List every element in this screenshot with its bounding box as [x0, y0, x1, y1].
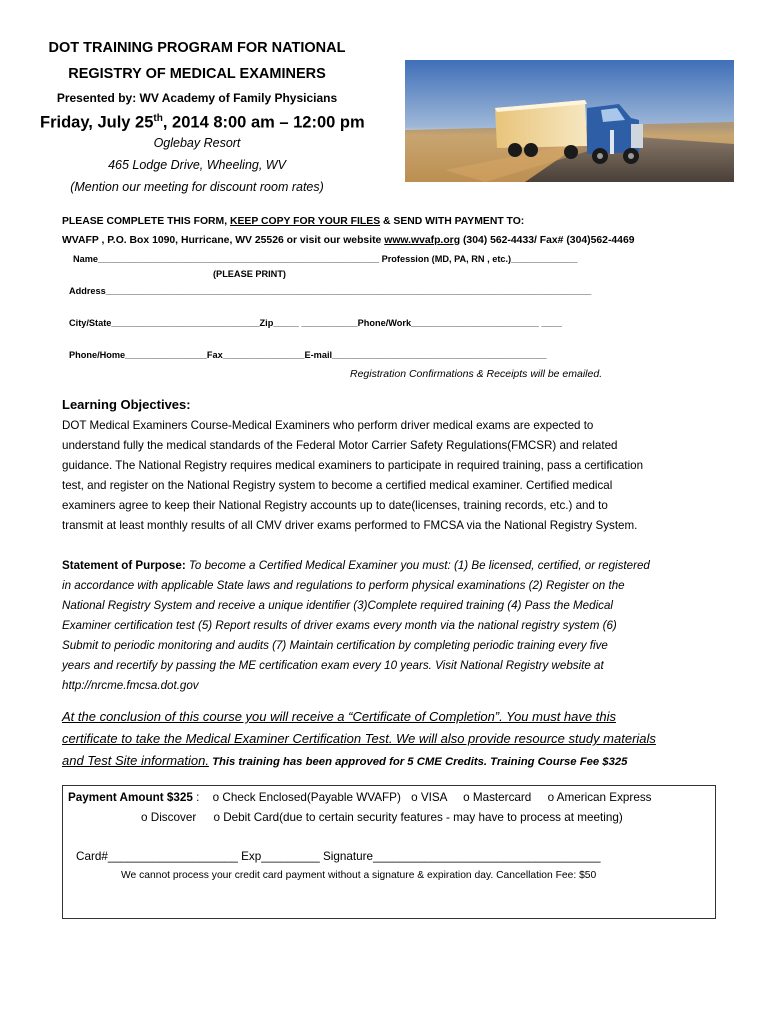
payment-colon: : [192, 791, 200, 804]
please-print-note: (PLEASE PRINT) [213, 269, 286, 279]
purpose-line: Submit to periodic monitoring and audits (7) Maintain certification by completing periodic training every five [62, 639, 608, 652]
objectives-line: transmit at least monthly results of all CMV driver exams performed to FMCSA via the National Registry System. [62, 519, 638, 532]
event-date-sup: th [153, 113, 163, 124]
debit-option[interactable]: o Debit Card(due to certain security features - may have to process at meeting) [213, 811, 623, 824]
purpose-first-line: To become a Certified Medical Examiner you must: (1) Be licensed, certified, or registered [185, 559, 650, 572]
objectives-line: test, and register on the National Registry system to become a certified medical examiner. Certified medical [62, 479, 613, 492]
name-profession-field[interactable]: Name_______________________________________________________ Profession (MD, PA, RN , etc.)_____________ [73, 254, 578, 264]
conclusion-line-3 [62, 752, 627, 770]
conclusion-line-1: At the conclusion of this course you will receive a “Certificate of Completion”. You must have this [62, 709, 616, 724]
room-rate-note: (Mention our meeting for discount room rates) [70, 180, 324, 194]
purpose-line: in accordance with applicable State laws and regulations to perform physical examinations (2) Register on the [62, 579, 625, 592]
objectives-line: guidance. The National Registry requires medical examiners to participate in required training, pass a certification [62, 459, 644, 472]
discover-option[interactable]: o Discover [141, 811, 197, 824]
city-zip-phone-work-field[interactable]: City/State_____________________________Zip_____ ___________Phone/Work_________________________ ____ [69, 318, 562, 328]
form-instruction [62, 216, 524, 227]
phone-fax: (304) 562-4433/ Fax# (304)562-4469 [460, 235, 635, 246]
amex-option[interactable]: o American Express [547, 791, 652, 804]
test-site-info: and Test Site information. [62, 753, 209, 768]
amex-option-label: American Express [556, 791, 652, 804]
venue-address: 465 Lodge Drive, Wheeling, WV [108, 158, 286, 172]
debit-option-label: Debit Card(due to certain security features - may have to process at meeting) [223, 811, 623, 824]
address-field[interactable]: Address_______________________________________________________________________________________________ [69, 286, 592, 296]
purpose-text [62, 556, 722, 696]
mastercard-option-label: Mastercard [472, 791, 532, 804]
purpose-line: Examiner certification test (5) Report results of driver exams every month via the national registry system (6) [62, 619, 617, 632]
event-date [40, 113, 365, 133]
mailing-info [62, 235, 635, 246]
conclusion-line-2: certificate to take the Medical Examiner Certification Test. We will also provide resource study materials [62, 731, 656, 746]
purpose-line: National Registry System and receive a unique identifier (3)Complete required training (4) Pass the Medical [62, 599, 613, 612]
presented-by: Presented by: WV Academy of Family Physicians [56, 91, 338, 105]
instruction-keep-copy: KEEP COPY FOR YOUR FILES [230, 216, 381, 227]
purpose-label: Statement of Purpose: [62, 559, 186, 572]
payment-amount-label: Payment Amount $325 [68, 791, 193, 804]
payment-box [62, 785, 716, 919]
objectives-text [62, 416, 722, 536]
objectives-line: DOT Medical Examiners Course-Medical Examiners who perform driver medical exams are expected to [62, 419, 594, 432]
objectives-line: understand fully the medical standards of the Federal Motor Carrier Safety Regulations(FMCSR) and related [62, 439, 618, 452]
confirmation-note: Registration Confirmations & Receipts will be emailed. [350, 368, 603, 380]
fee-info: This training has been approved for 5 CME Credits. Training Course Fee $325 [208, 756, 628, 768]
card-exp-signature-field[interactable]: Card#____________________ Exp_________ Signature___________________________________ [76, 850, 601, 863]
registry-url[interactable]: http://nrcme.fmcsa.dot.gov [62, 679, 199, 692]
truck-photo [405, 60, 734, 182]
objectives-line: examiners agree to keep their National Registry accounts up to date(licenses, training records, etc.) and to [62, 499, 608, 512]
title-line-1: DOT TRAINING PROGRAM FOR NATIONAL [48, 40, 346, 56]
discover-option-label: Discover [150, 811, 197, 824]
venue-name: Oglebay Resort [153, 136, 241, 150]
objectives-heading: Learning Objectives: [62, 397, 191, 412]
payment-note: We cannot process your credit card payment without a signature & expiration day. Cancellation Fee: $50 [121, 870, 597, 881]
title-line-2: REGISTRY OF MEDICAL EXAMINERS [68, 66, 326, 82]
website-link[interactable]: www.wvafp.org [384, 235, 461, 246]
visa-option[interactable]: o VISA [411, 791, 447, 804]
event-date-time: , 2014 8:00 am – 12:00 pm [162, 113, 365, 132]
mastercard-option[interactable]: o Mastercard [463, 791, 532, 804]
check-option-label: Check Enclosed(Payable WVAFP) [222, 791, 401, 804]
event-date-day: Friday, July 25 [40, 113, 154, 132]
visa-option-label: VISA [420, 791, 447, 804]
purpose-line: years and recertify by passing the ME certification exam every 10 years. Visit National Registry website at [62, 659, 604, 672]
instruction-part-a: PLEASE COMPLETE THIS FORM, [62, 216, 230, 227]
instruction-part-c: & SEND WITH PAYMENT TO: [380, 216, 525, 227]
mailing-address: WVAFP , P.O. Box 1090, Hurricane, WV 25526 or visit our website [62, 235, 385, 246]
check-option[interactable]: o Check Enclosed(Payable WVAFP) [212, 791, 401, 804]
phone-fax-email-field[interactable]: Phone/Home________________Fax________________E-mail__________________________________________ [69, 350, 547, 360]
